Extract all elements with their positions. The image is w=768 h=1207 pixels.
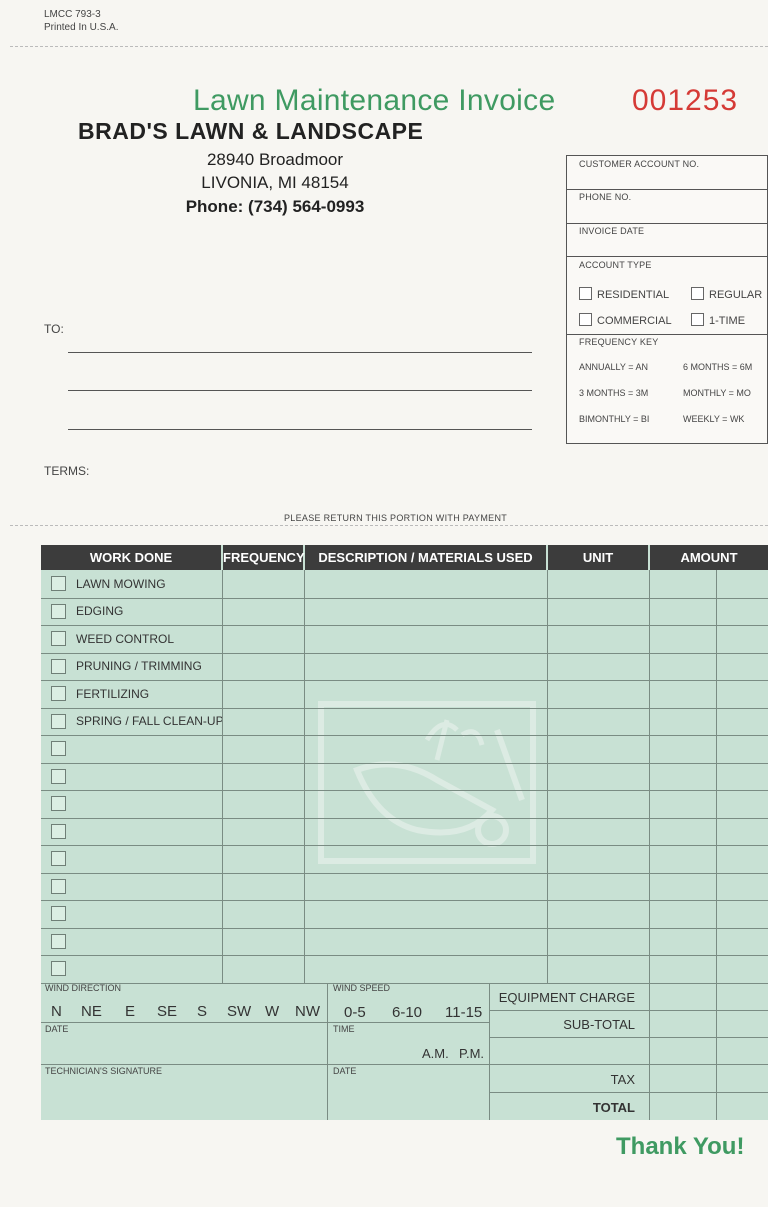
header-work-done: WORK DONE: [41, 545, 221, 570]
invoice-title: Lawn Maintenance Invoice: [193, 84, 556, 117]
wind-direction-option[interactable]: E: [125, 1003, 136, 1020]
wind-direction-option[interactable]: NW: [295, 1003, 320, 1020]
terms-label: TERMS:: [44, 464, 90, 478]
subtotal-label: SUB-TOTAL: [563, 1017, 635, 1032]
company-phone: Phone: (734) 564-0993: [185, 197, 365, 216]
speed-6-10[interactable]: 6-10: [392, 1004, 423, 1021]
form-code: [44, 8, 118, 34]
checkbox-icon[interactable]: [51, 741, 66, 756]
checkbox-icon[interactable]: [51, 631, 66, 646]
work-item-label: SPRING / FALL CLEAN-UP: [76, 714, 224, 729]
speed-0-5[interactable]: 0-5: [344, 1004, 366, 1021]
equipment-charge-label: EQUIPMENT CHARGE: [498, 990, 635, 1005]
work-table: [41, 545, 768, 1120]
work-item-row[interactable]: [51, 625, 174, 653]
to-line-3[interactable]: [68, 429, 532, 430]
date2-label: DATE: [333, 1066, 357, 1076]
total-label: TOTAL: [592, 1100, 635, 1115]
wind-direction-option[interactable]: N: [51, 1003, 62, 1020]
checkbox-icon[interactable]: [51, 796, 66, 811]
perforation-middle: [10, 525, 768, 526]
wind-direction-option[interactable]: W: [265, 1003, 280, 1020]
checkbox-icon[interactable]: [51, 604, 66, 619]
regular-option[interactable]: REGULAR: [691, 287, 762, 301]
row-divider: [41, 983, 768, 984]
freq-3months: 3 MONTHS = 3M: [579, 388, 649, 398]
checkbox-icon[interactable]: [51, 769, 66, 784]
wheelbarrow-watermark-icon: [317, 700, 537, 865]
checkbox-icon[interactable]: [691, 287, 704, 300]
work-item-row[interactable]: [51, 955, 76, 983]
checkbox-icon[interactable]: [51, 906, 66, 921]
checkbox-icon[interactable]: [51, 576, 66, 591]
row-divider: [41, 955, 768, 956]
time-label: TIME: [333, 1024, 355, 1034]
work-item-row[interactable]: [51, 680, 149, 708]
checkbox-icon[interactable]: [51, 851, 66, 866]
work-item-row[interactable]: [51, 818, 76, 846]
frequency-key-label: FREQUENCY KEY: [579, 337, 659, 347]
row-divider: [41, 680, 768, 681]
checkbox-icon[interactable]: [579, 287, 592, 300]
tax-label: TAX: [610, 1072, 635, 1087]
checkbox-icon[interactable]: [51, 659, 66, 674]
technician-signature-label: TECHNICIAN'S SIGNATURE: [45, 1066, 163, 1076]
thank-you: Thank You!: [616, 1133, 745, 1160]
row-divider: [41, 598, 768, 599]
invoice-date-label: INVOICE DATE: [579, 226, 645, 236]
wind-direction-option[interactable]: SE: [157, 1003, 178, 1020]
row-divider: [41, 763, 768, 764]
checkbox-icon[interactable]: [51, 961, 66, 976]
work-item-row[interactable]: [51, 900, 76, 928]
checkbox-icon[interactable]: [51, 686, 66, 701]
to-line-1[interactable]: [68, 352, 532, 353]
work-item-row[interactable]: [51, 873, 76, 901]
to-label: TO:: [44, 322, 64, 336]
checkbox-icon[interactable]: [51, 934, 66, 949]
company-name: BRAD'S LAWN & LANDSCAPE: [78, 118, 424, 144]
work-item-row[interactable]: [51, 790, 76, 818]
header-amount: AMOUNT: [650, 545, 768, 570]
wind-direction-option[interactable]: SW: [227, 1003, 252, 1020]
work-item-label: EDGING: [76, 604, 124, 619]
speed-11-15[interactable]: 11-15: [445, 1004, 483, 1021]
row-divider: [41, 900, 768, 901]
checkbox-icon[interactable]: [579, 313, 592, 326]
row-divider: [41, 818, 768, 819]
row-divider: [41, 845, 768, 846]
residential-option[interactable]: RESIDENTIAL: [579, 287, 669, 301]
account-info-box: [566, 155, 768, 444]
commercial-option[interactable]: COMMERCIAL: [579, 313, 672, 327]
header-description: DESCRIPTION / MATERIALS USED: [305, 545, 546, 570]
wind-speed-label: WIND SPEED: [333, 983, 391, 993]
form-code-line: LMCC 793-3: [44, 9, 101, 20]
invoice-number: 001253: [632, 84, 739, 117]
header-frequency: FREQUENCY: [223, 545, 303, 570]
work-item-row[interactable]: [51, 708, 224, 736]
work-item-label: WEED CONTROL: [76, 631, 175, 646]
work-item-label: PRUNING / TRIMMING: [76, 659, 202, 674]
phone-label: PHONE NO.: [579, 192, 632, 202]
perforation-top: [10, 46, 768, 47]
row-divider: [41, 928, 768, 929]
return-note: PLEASE RETURN THIS PORTION WITH PAYMENT: [284, 513, 508, 523]
customer-account-label: CUSTOMER ACCOUNT NO.: [579, 159, 700, 169]
pm-label[interactable]: P.M.: [459, 1046, 485, 1061]
header-unit: UNIT: [548, 545, 648, 570]
wind-direction-option[interactable]: NE: [81, 1003, 102, 1020]
work-item-row[interactable]: [51, 735, 76, 763]
am-label[interactable]: A.M.: [422, 1046, 449, 1061]
work-item-row[interactable]: [51, 763, 76, 791]
wind-direction-option[interactable]: S: [197, 1003, 208, 1020]
account-type-label: ACCOUNT TYPE: [579, 260, 652, 270]
address-city: LIVONIA, MI 48154: [201, 173, 349, 192]
address-street: 28940 Broadmoor: [206, 150, 344, 169]
work-item-row[interactable]: [51, 570, 166, 598]
printed-in-line: Printed In U.S.A.: [44, 22, 119, 33]
one-time-option[interactable]: 1-TIME: [691, 313, 745, 327]
row-divider: [41, 790, 768, 791]
checkbox-icon[interactable]: [51, 824, 66, 839]
checkbox-icon[interactable]: [691, 313, 704, 326]
work-item-row[interactable]: [51, 653, 202, 681]
row-divider: [41, 735, 768, 736]
wind-direction-label: WIND DIRECTION: [45, 983, 121, 993]
row-divider: [41, 873, 768, 874]
date-label: DATE: [45, 1024, 69, 1034]
freq-annually: ANNUALLY = AN: [579, 362, 648, 372]
work-item-row[interactable]: [51, 845, 76, 873]
freq-monthly: MONTHLY = MO: [683, 388, 751, 398]
to-line-2[interactable]: [68, 390, 532, 391]
work-item-row[interactable]: [51, 928, 76, 956]
freq-bimonthly: BIMONTHLY = BI: [579, 414, 650, 424]
freq-weekly: WEEKLY = WK: [683, 414, 745, 424]
work-item-label: FERTILIZING: [76, 686, 150, 701]
work-item-row[interactable]: [51, 598, 123, 626]
checkbox-icon[interactable]: [51, 714, 66, 729]
freq-6months: 6 MONTHS = 6M: [683, 362, 753, 372]
checkbox-icon[interactable]: [51, 879, 66, 894]
work-item-label: LAWN MOWING: [76, 576, 166, 591]
